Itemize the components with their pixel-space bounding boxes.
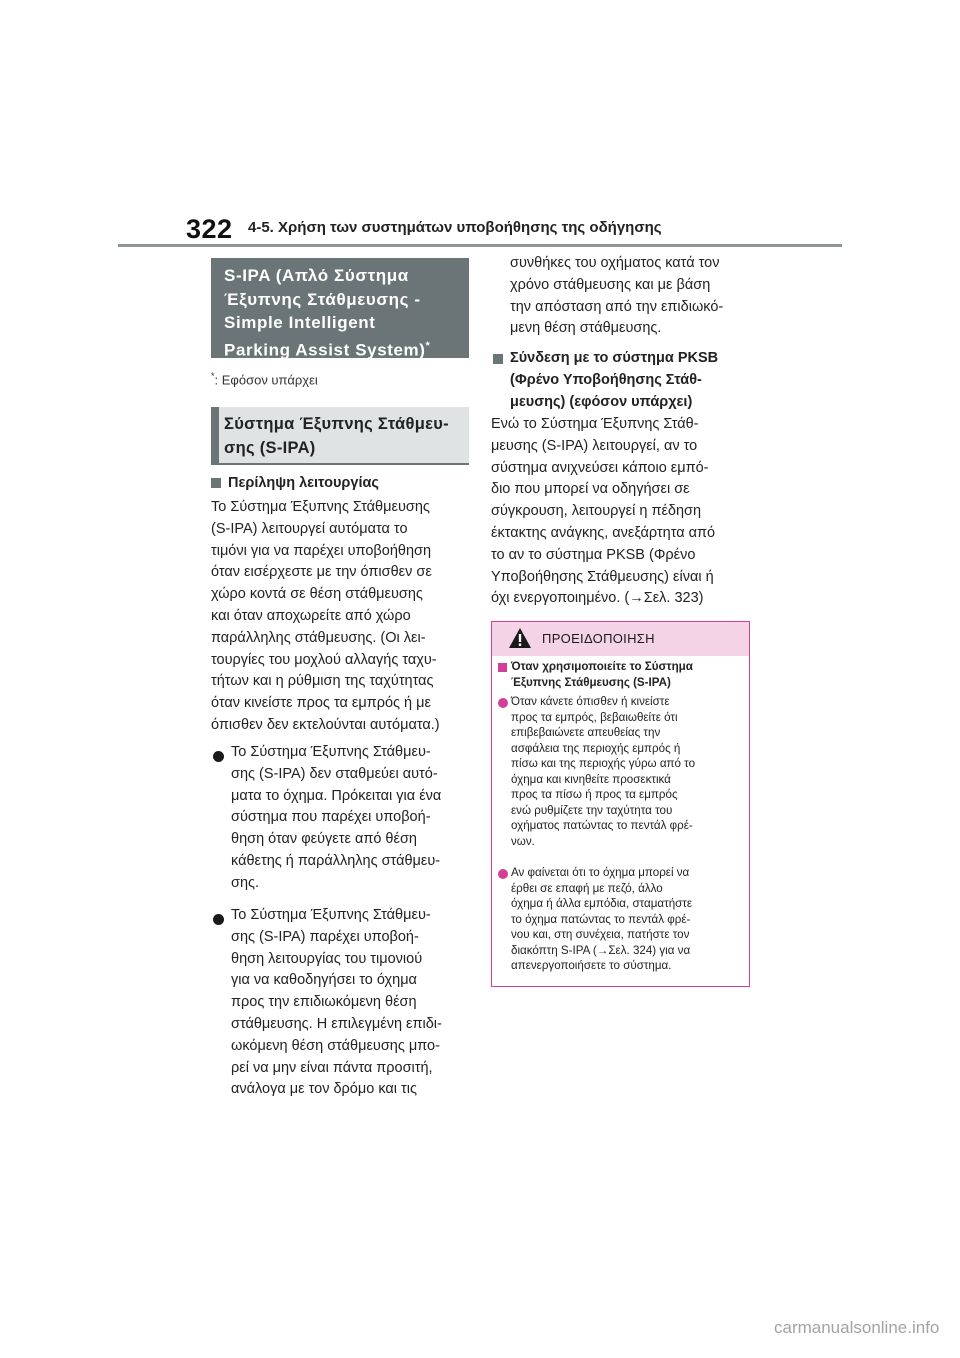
footnote-marker: * bbox=[211, 371, 215, 381]
bullet-dot-icon bbox=[213, 751, 224, 762]
warning-box bbox=[491, 621, 750, 987]
warning-bullet-icon bbox=[498, 698, 508, 708]
warning-bullet-icon bbox=[498, 869, 508, 879]
overview-bullet-1: Το Σύστημα Έξυπνης Στάθμευ- σης (S-IPA) δεν σταθμεύει αυτό- ματα το όχημα. Πρόκειται για ένα σύστημα που παρέχει υποβοή- θηση όταν φεύγετε από θέση κάθετης ή παράλληλης στάθμευ- σης. bbox=[231, 744, 442, 891]
warning-title: ΠΡΟΕΙΔΟΠΟΙΗΣΗ bbox=[542, 631, 655, 646]
overview-bullet-2: Το Σύστημα Έξυπνης Στάθμευ- σης (S-IPA) παρέχει υποβοή- θηση λειτουργίας του τιμονιού για να καθοδηγήσει το όχημα προς την επιδιωκόμενη θέση στάθμευσης. Η επιλεγμένη επιδι- ωκόμενη θέση στάθμευσης μπο- ρεί να μην είναι πάντα προσιτή, ανάλογα με τον δρόμο και τις bbox=[231, 907, 442, 1098]
section-title-line: S-IPA (Απλό Σύστημα bbox=[224, 266, 409, 285]
square-bullet-icon bbox=[211, 478, 221, 488]
warning-triangle-icon bbox=[508, 627, 532, 649]
subsection-title-box bbox=[211, 407, 469, 465]
warning-heading: Όταν χρησιμοποιείτε το Σύστημα Έξυπνης Στάθμευσης (S-IPA) bbox=[511, 660, 693, 689]
watermark: carmanualsonline.info bbox=[774, 1318, 940, 1337]
overview-paragraph: Το Σύστημα Έξυπνης Στάθμευσης (S-IPA) λειτουργεί αυτόματα το τιμόνι για να παρέχει υποβοήθηση όταν εισέρχεστε με την όπισθεν σε χώρο κοντά σε θέση στάθμευσης και όταν αποχωρείτε από χώρο παράλληλης στάθμευσης. (Οι λει- τουργίες του μοχλού αλλαγής ταχυ- τήτων και η ρύθμιση της ταχύτητας όταν κινείστε προς τα εμπρός ή με όπισθεν δεν εκτελούνται αυτόματα.) bbox=[211, 499, 440, 733]
section-title-line: Parking Assist System)* bbox=[224, 339, 431, 360]
footnote: *: Εφόσον υπάρχει bbox=[211, 371, 318, 388]
page-number: 322 bbox=[186, 214, 233, 244]
header-divider bbox=[118, 244, 842, 247]
continuation-paragraph: συνθήκες του οχήματος κατά τον χρόνο στάθμευσης και με βάση την απόσταση από την επιδιωκό- μενη θέση στάθμευσης. bbox=[510, 255, 724, 337]
section-title-line: Έξυπνης Στάθμευσης - bbox=[224, 289, 421, 309]
overview-heading: Περίληψη λειτουργίας bbox=[211, 475, 379, 491]
bullet-dot-icon bbox=[213, 914, 224, 925]
warning-header bbox=[492, 622, 749, 656]
warning-item-1: Όταν κάνετε όπισθεν ή κινείστε προς τα εμπρός, βεβαιωθείτε ότι επιβεβαιώνετε απευθείας την ασφάλεια της περιοχής εμπρός ή πίσω και της περιοχής γύρω από το όχημα και κινηθείτε προσεκτικά προς τα πίσω ή προς τα εμπρός ενώ ρυθμίζετε την ταχύτητα του οχήματος πατώντας το πεντάλ φρέ- νων. bbox=[511, 695, 696, 848]
chapter-title: 4-5. Χρήση των συστημάτων υποβοήθησης της οδήγησης bbox=[248, 219, 662, 236]
square-bullet-icon bbox=[493, 354, 503, 364]
footnote-marker: * bbox=[425, 339, 431, 352]
section-title-line: Simple Intelligent bbox=[224, 313, 376, 332]
pksb-paragraph: Ενώ το Σύστημα Έξυπνης Στάθ- μευσης (S-IPA) λειτουργεί, αν το σύστημα ανιχνεύσει κάποιο εμπό- διο που μπορεί να οδηγήσει σε σύγκρουση, λειτουργεί η πέδηση έκτακτης ανάγκης, ανεξάρτητα από το αν το σύστημα PKSB (Φρένο Υποβοήθησης Στάθμευσης) είναι ή όχι ενεργοποιημένο. (→Σελ. 323) bbox=[491, 416, 716, 607]
square-bullet-icon bbox=[498, 663, 507, 672]
subsection-title-line: σης (S-IPA) bbox=[224, 439, 316, 457]
warning-item-2: Αν φαίνεται ότι το όχημα μπορεί να έρθει σε επαφή με πεζό, άλλο όχημα ή άλλα εμπόδια, σταματήστε το όχημα πατώντας το πεντάλ φρέ- νου και, στη συνέχεια, πατήστε τον διακόπτη S-IPA (→Σελ. 324) για να απενεργοποιήσετε το σύστημα. bbox=[511, 866, 693, 972]
pksb-heading: Σύνδεση με το σύστημα PKSB (Φρένο Υποβοήθησης Στάθ- μευσης) (εφόσον υπάρχει) bbox=[510, 350, 719, 410]
section-title-box bbox=[211, 258, 469, 358]
subsection-title-line: Σύστημα Έξυπνης Στάθμευ- bbox=[224, 415, 449, 433]
